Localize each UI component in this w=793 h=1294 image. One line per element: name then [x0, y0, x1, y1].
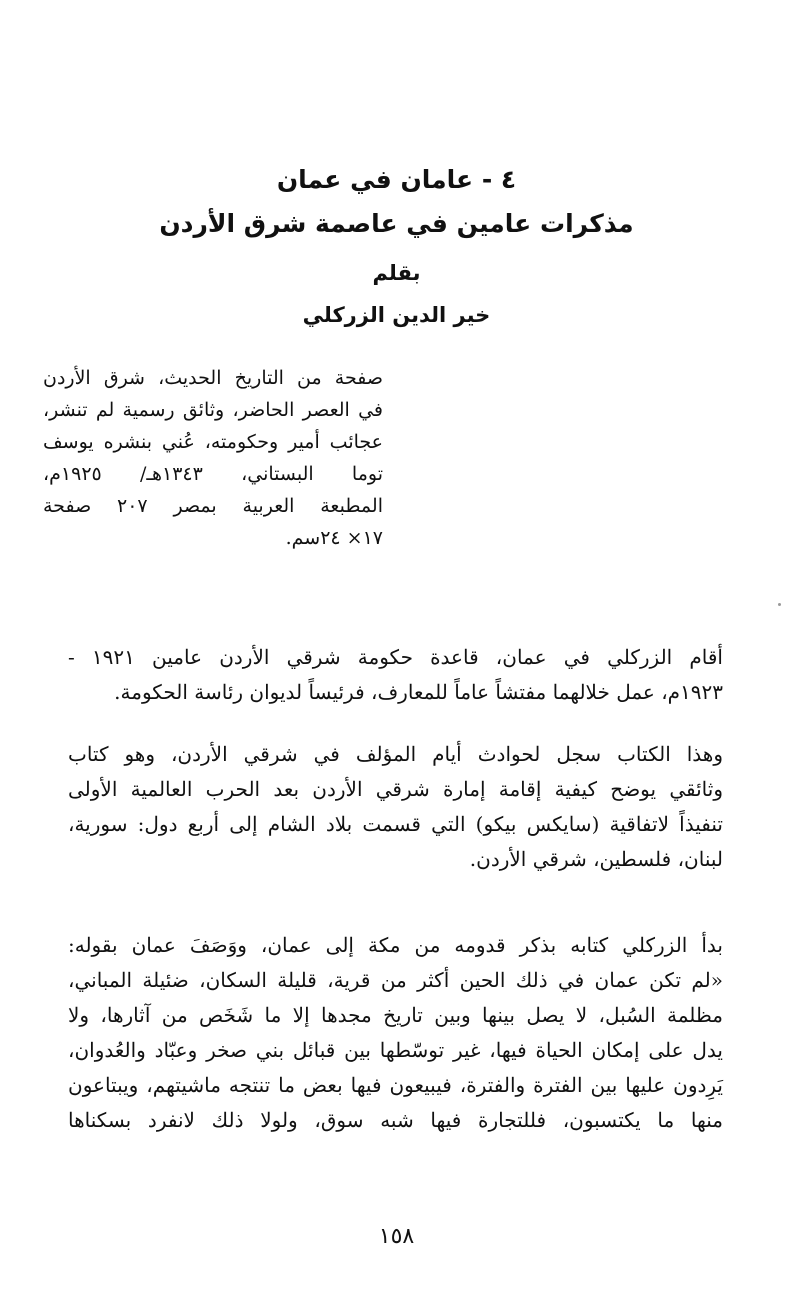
text-line: أقام الزركلي في عمان، قاعدة حكومة شرقي الأردن عامين ١٩٢١ -	[68, 645, 723, 669]
author-name: خير الدين الزركلي	[302, 303, 491, 327]
text-line: وهذا الكتاب سجل لحوادث أيام المؤلف في شرقي الأردن، وهو كتاب	[68, 742, 723, 766]
text-line: وثائقي يوضح كيفية إقامة إمارة شرقي الأردن بعد الحرب العالمية الأولى	[68, 777, 723, 801]
text-line: «لم تكن عمان في ذلك الحين أكثر من قرية، قليلة السكان، ضئيلة المباني،	[68, 968, 723, 992]
text-line: يَرِدون عليها بين الفترة والفترة، فيبيعون فيها بعض ما تنتجه ماشيتهم، ويبتاعون	[68, 1073, 723, 1097]
text-line: لبنان، فلسطين، شرقي الأردن.	[469, 847, 723, 871]
text-line: مظلمة السُبل، لا يصل بينها وبين تاريخ مجدها إلا ما شَخَص من آثارها، ولا	[68, 1003, 723, 1027]
bibliographic-entry	[43, 362, 383, 554]
chapter-subtitle: مذكرات عامين في عاصمة شرق الأردن	[159, 209, 634, 238]
bibliography-line: المطبعة العربية بمصر ٢٠٧ صفحة	[43, 495, 383, 517]
chapter-title: ٤ - عامان في عمان	[276, 165, 517, 194]
page-number: ١٥٨	[378, 1224, 415, 1249]
bibliography-line: في العصر الحاضر، وثائق رسمية لم تنشر،	[43, 399, 383, 421]
paragraph-3	[68, 928, 723, 1138]
text-line: يدل على إمكان الحياة فيها، غير توسّطها بين قبائل بني صخر وعبّاد والعُدوان،	[68, 1038, 723, 1062]
bibliography-line: صفحة من التاريخ الحديث، شرق الأردن	[43, 367, 383, 389]
text-line: ١٩٢٣م، عمل خلالهما مفتشاً عاماً للمعارف، فرئيساً لديوان رئاسة الحكومة.	[114, 680, 723, 704]
bibliography-line: ١٧× ٢٤سم.	[285, 527, 383, 549]
bibliography-line: توما البستاني، ١٣٤٣هـ/ ١٩٢٥م،	[43, 463, 384, 485]
text-line: منها ما يكتسبون، فللتجارة فيها شبه سوق، ولولا ذلك لانفرد بسكناها	[68, 1108, 723, 1132]
bibliography-line: عجائب أمير وحكومته، عُني بنشره يوسف	[43, 431, 383, 453]
text-line: تنفيذاً لاتفاقية (سايكس بيكو) التي قسمت بلاد الشام إلى أربع دول: سورية،	[68, 812, 723, 836]
byline-label: بقلم	[372, 261, 421, 285]
paragraph-1	[68, 640, 723, 710]
margin-dot	[778, 603, 781, 606]
text-line: بدأ الزركلي كتابه بذكر قدومه من مكة إلى عمان، ووَصَفَ عمان بقوله:	[68, 933, 723, 957]
chapter-heading	[0, 158, 793, 246]
paragraph-2	[68, 737, 723, 877]
